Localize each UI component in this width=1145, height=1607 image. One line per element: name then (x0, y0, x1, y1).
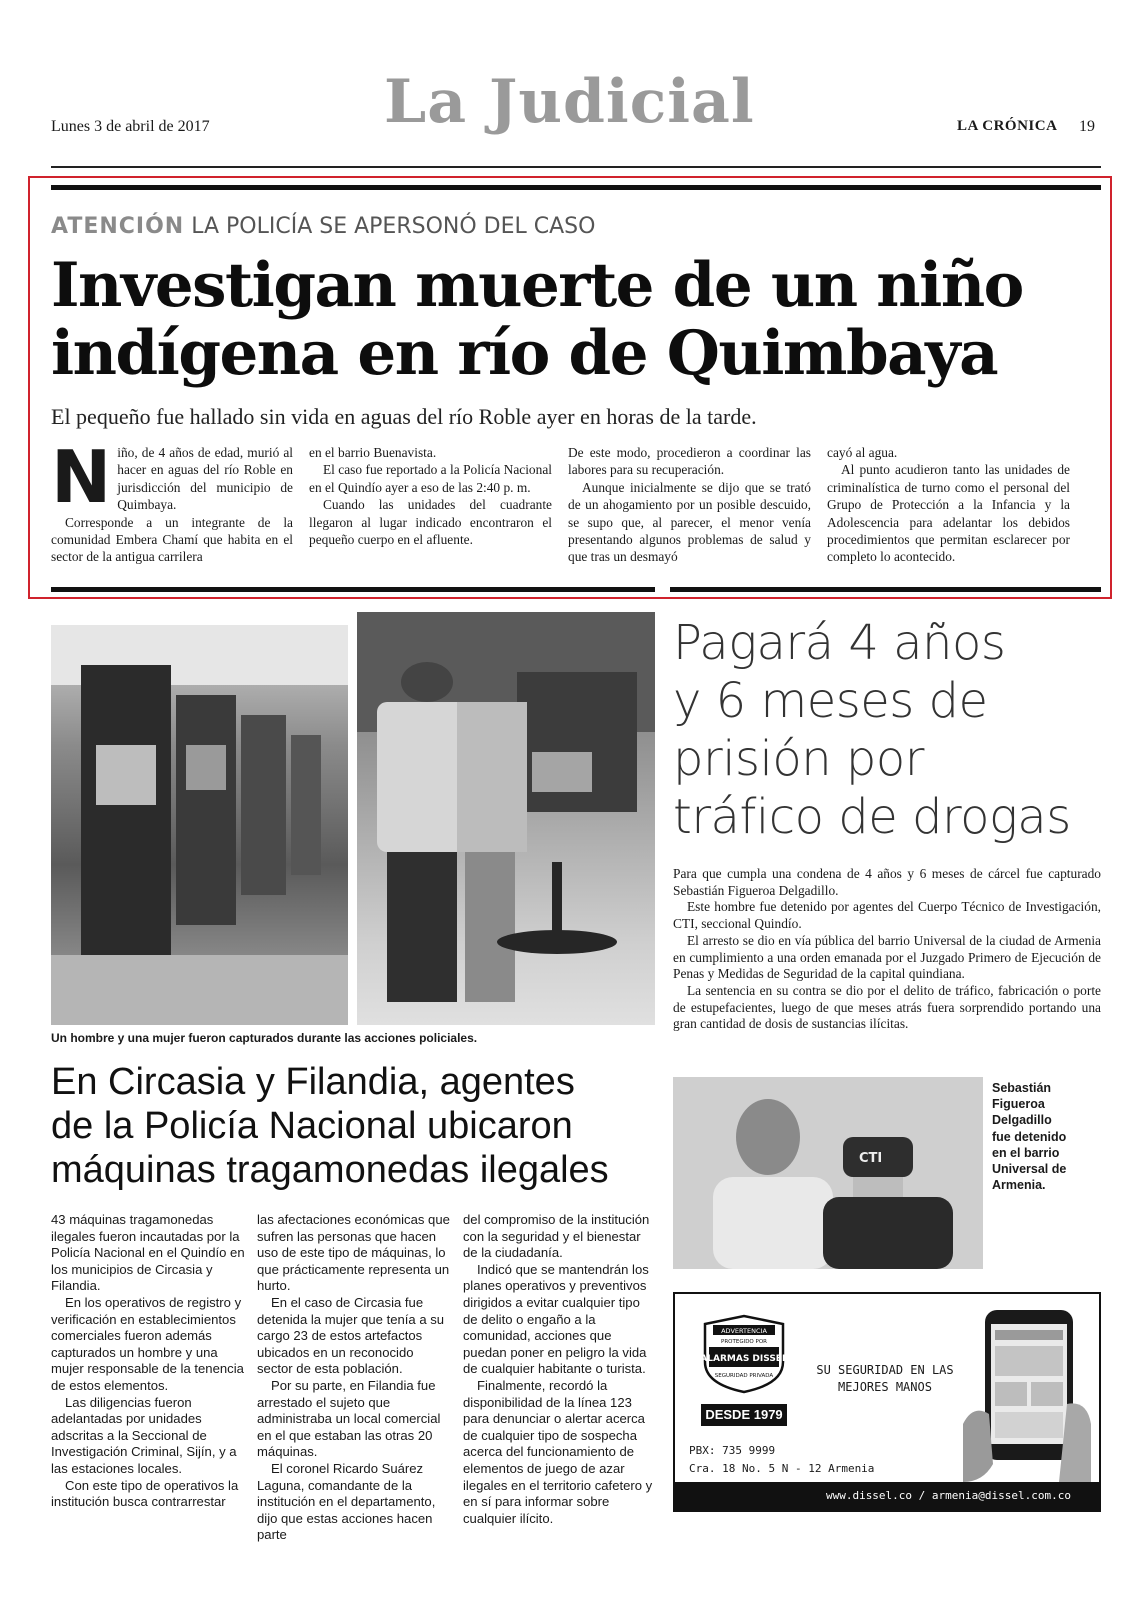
shield-sub-text: PROTEGIDO POR (721, 1339, 767, 1345)
paragraph: en el barrio Buenavista. (309, 445, 437, 460)
paragraph: Al punto acudieron tanto las unidades de criminalística de turno como el personal del Grupo de Protección a la Infancia y la Adolescencia para adelantar los debidos procedimientos que permitan esclarecer por completo lo acontecido. (827, 462, 1070, 565)
drop-cap: N (51, 435, 112, 519)
alarm-shield-logo (699, 1314, 789, 1394)
detainee-illustration (673, 1077, 983, 1269)
paragraph: cayó al agua. (827, 445, 898, 460)
story2-column-3 (463, 1212, 657, 1527)
page-number: 19 (1079, 118, 1095, 135)
story-deck: El pequeño fue hallado sin vida en aguas del río Roble ayer en horas de la tarde. (51, 404, 757, 429)
masthead-rule (51, 166, 1101, 168)
bottom-rule-right (670, 587, 1101, 592)
paragraph: De este modo, procedieron a coordinar las labores para su recuperación. (568, 445, 811, 478)
paragraph: El coronel Ricardo Suárez Laguna, comandante de la institución en el departamento, dijo que estas acciones hacen parte (257, 1460, 436, 1543)
main-headline (51, 252, 1101, 388)
paragraph: La sentencia en su contra se dio por el delito de tráfico, fabricación o porte de estupefacientes, luego de que meses atrás fuera sorprendido portando una gran cantidad de dosis de sustancias ilícitas. (673, 982, 1101, 1032)
detainee-photo (673, 1077, 983, 1269)
story-kicker (51, 214, 595, 239)
since-badge: DESDE 1979 (701, 1404, 787, 1426)
kicker-text: LA POLICÍA SE APERSONÓ DEL CASO (191, 214, 596, 239)
paragraph: Con este tipo de operativos la institución busca contrarrestar (51, 1477, 239, 1510)
shield-brand-text: ALARMAS DISSEL (700, 1354, 788, 1364)
ad-contact (689, 1442, 874, 1478)
story2-column-2 (257, 1212, 451, 1544)
paragraph: las afectaciones económicas que sufren las personas que hacen uso de este tipo de máquinas, lo que prácticamente representa un hurto. (257, 1212, 450, 1294)
section-title: La Judicial (384, 67, 755, 137)
headline-line-1: Pagará 4 años (673, 615, 1006, 671)
story1-column-3 (568, 444, 811, 566)
kicker-label: ATENCIÓN (51, 214, 185, 239)
paragraph: Corresponde a un integrante de la comunidad Embera Chamí que habita en el sector de la antigua carrilera (51, 514, 293, 565)
story1-column-1 (51, 435, 293, 566)
paragraph: 43 máquinas tragamonedas ilegales fueron incautadas por la Policía Nacional en el Quindío en los municipios de Circasia y Filandia. (51, 1212, 245, 1294)
paragraph: del compromiso de la institución con la seguridad y el bienestar de la ciudadanía. (463, 1212, 650, 1261)
paragraph: Indicó que se mantendrán los planes operativos y preventivos dirigidos a evitar cualquier tipo de delito o engaño a la comunidad, acciones que puedan poner en peligro la vida de cualquier habitante o turista. (463, 1261, 649, 1377)
slot-machines-illustration (51, 625, 348, 1025)
ad-slogan: SU SEGURIDAD EN LAS MEJORES MANOS (816, 1363, 954, 1394)
ad-footer-links[interactable]: www.dissel.co / armenia@dissel.com.co (675, 1482, 1099, 1510)
paragraph: Para que cumpla una condena de 4 años y 6 meses de cárcel fue capturado Sebastián Figueroa Delgadillo. (673, 866, 1101, 898)
paragraph: iño, de 4 años de edad, murió al hacer en aguas del río Roble en jurisdicción del municipio de Quimbaya. (117, 445, 293, 513)
paragraph: Aunque inicialmente se dijo que se trató de un ahogamiento por un posible descuido, se supo que, al parecer, el menor venía presentando algunos problemas de salud y que tras un desmayó (568, 479, 811, 565)
paragraph: Cuando las unidades del cuadrante llegaron al lugar indicado encontraron el pequeño cuerpo en el afluente. (309, 497, 552, 548)
story2-column-1 (51, 1212, 245, 1511)
ad-address: Cra. 18 No. 5 N - 12 Armenia (689, 1462, 875, 1475)
story3-body (673, 866, 1101, 1033)
slot-machines-photo (51, 625, 348, 1025)
headline-line-2: indígena en río de Quimbaya (51, 318, 998, 389)
issue-date: Lunes 3 de abril de 2017 (51, 118, 210, 135)
arrest-illustration (357, 612, 655, 1025)
headline-line-4: tráfico de drogas (673, 789, 1071, 845)
phone-in-hand-icon (963, 1304, 1093, 1482)
headline-line-2: de la Policía Nacional ubicaron (51, 1105, 573, 1147)
paragraph: En el caso de Circasia fue detenida la mujer que tenía a su cargo 23 de estos artefactos ubicados en un reconocido sector de esta población. (257, 1294, 445, 1377)
paragraph: El caso fue reportado a la Policía Nacional en el Quindío ayer a eso de las 2:40 p. m. (309, 462, 552, 495)
paragraph: En los operativos de registro y verificación en establecimientos comerciales fueron además capturados un hombre y una mujer responsable de la tenencia de estos elementos. (51, 1294, 244, 1393)
bottom-rule-left (51, 587, 655, 592)
detainee-caption: Sebastián Figueroa Delgadillo fue detenido en el barrio Universal de Armenia. (992, 1081, 1067, 1193)
police-arrest-photo (357, 612, 655, 1025)
story2-headline (51, 1060, 661, 1192)
paragraph: Por su parte, en Filandia fue arrestado el sujeto que administraba un local comercial en el que estaban las otras 20 máquinas. (257, 1377, 441, 1460)
story1-column-2 (309, 444, 552, 548)
headline-line-1: Investigan muerte de un niño (51, 250, 1023, 321)
shield-top-text: ADVERTENCIA (721, 1327, 767, 1335)
headline-line-3: prisión por (673, 731, 924, 787)
cap-badge-text: CTI (859, 1151, 883, 1166)
shield-brand-sub: SEGURIDAD PRIVADA (714, 1373, 774, 1379)
headline-line-3: máquinas tragamonedas ilegales (51, 1149, 609, 1191)
story1-column-4 (827, 444, 1070, 566)
newspaper-name: LA CRÓNICA (957, 118, 1058, 134)
photo-caption: Un hombre y una mujer fueron capturados durante las acciones policiales. (51, 1031, 478, 1045)
paragraph: Finalmente, recordó la disponibilidad de la línea 123 para denunciar o alertar acerca de cualquier tipo de sospecha acerca del funcionamiento de elementos de juego de azar ilegales en el territorio cafetero y en sí para informar sobre cualquier ilícito. (463, 1377, 653, 1526)
paragraph: El arresto se dio en vía pública del barrio Universal de la ciudad de Armenia en cumplimiento a una orden emanada por el Juzgado Primero de Ejecución de Penas y Medidas de Seguridad de la capital quindiana. (673, 932, 1101, 982)
paragraph: Este hombre fue detenido por agentes del Cuerpo Técnico de Investigación, CTI, seccional Quindío. (673, 899, 1101, 932)
story3-headline (673, 614, 1113, 846)
headline-line-2: y 6 meses de (673, 673, 988, 729)
dissel-advertisement[interactable] (673, 1292, 1101, 1512)
ad-phone: PBX: 735 9999 (689, 1444, 776, 1457)
headline-line-1: En Circasia y Filandia, agentes (51, 1061, 575, 1103)
paragraph: Las diligencias fueron adelantadas por unidades adscritas a la Seccional de Investigación Criminal, Sijín, y a las estaciones locales. (51, 1394, 237, 1476)
top-rule (51, 185, 1101, 190)
